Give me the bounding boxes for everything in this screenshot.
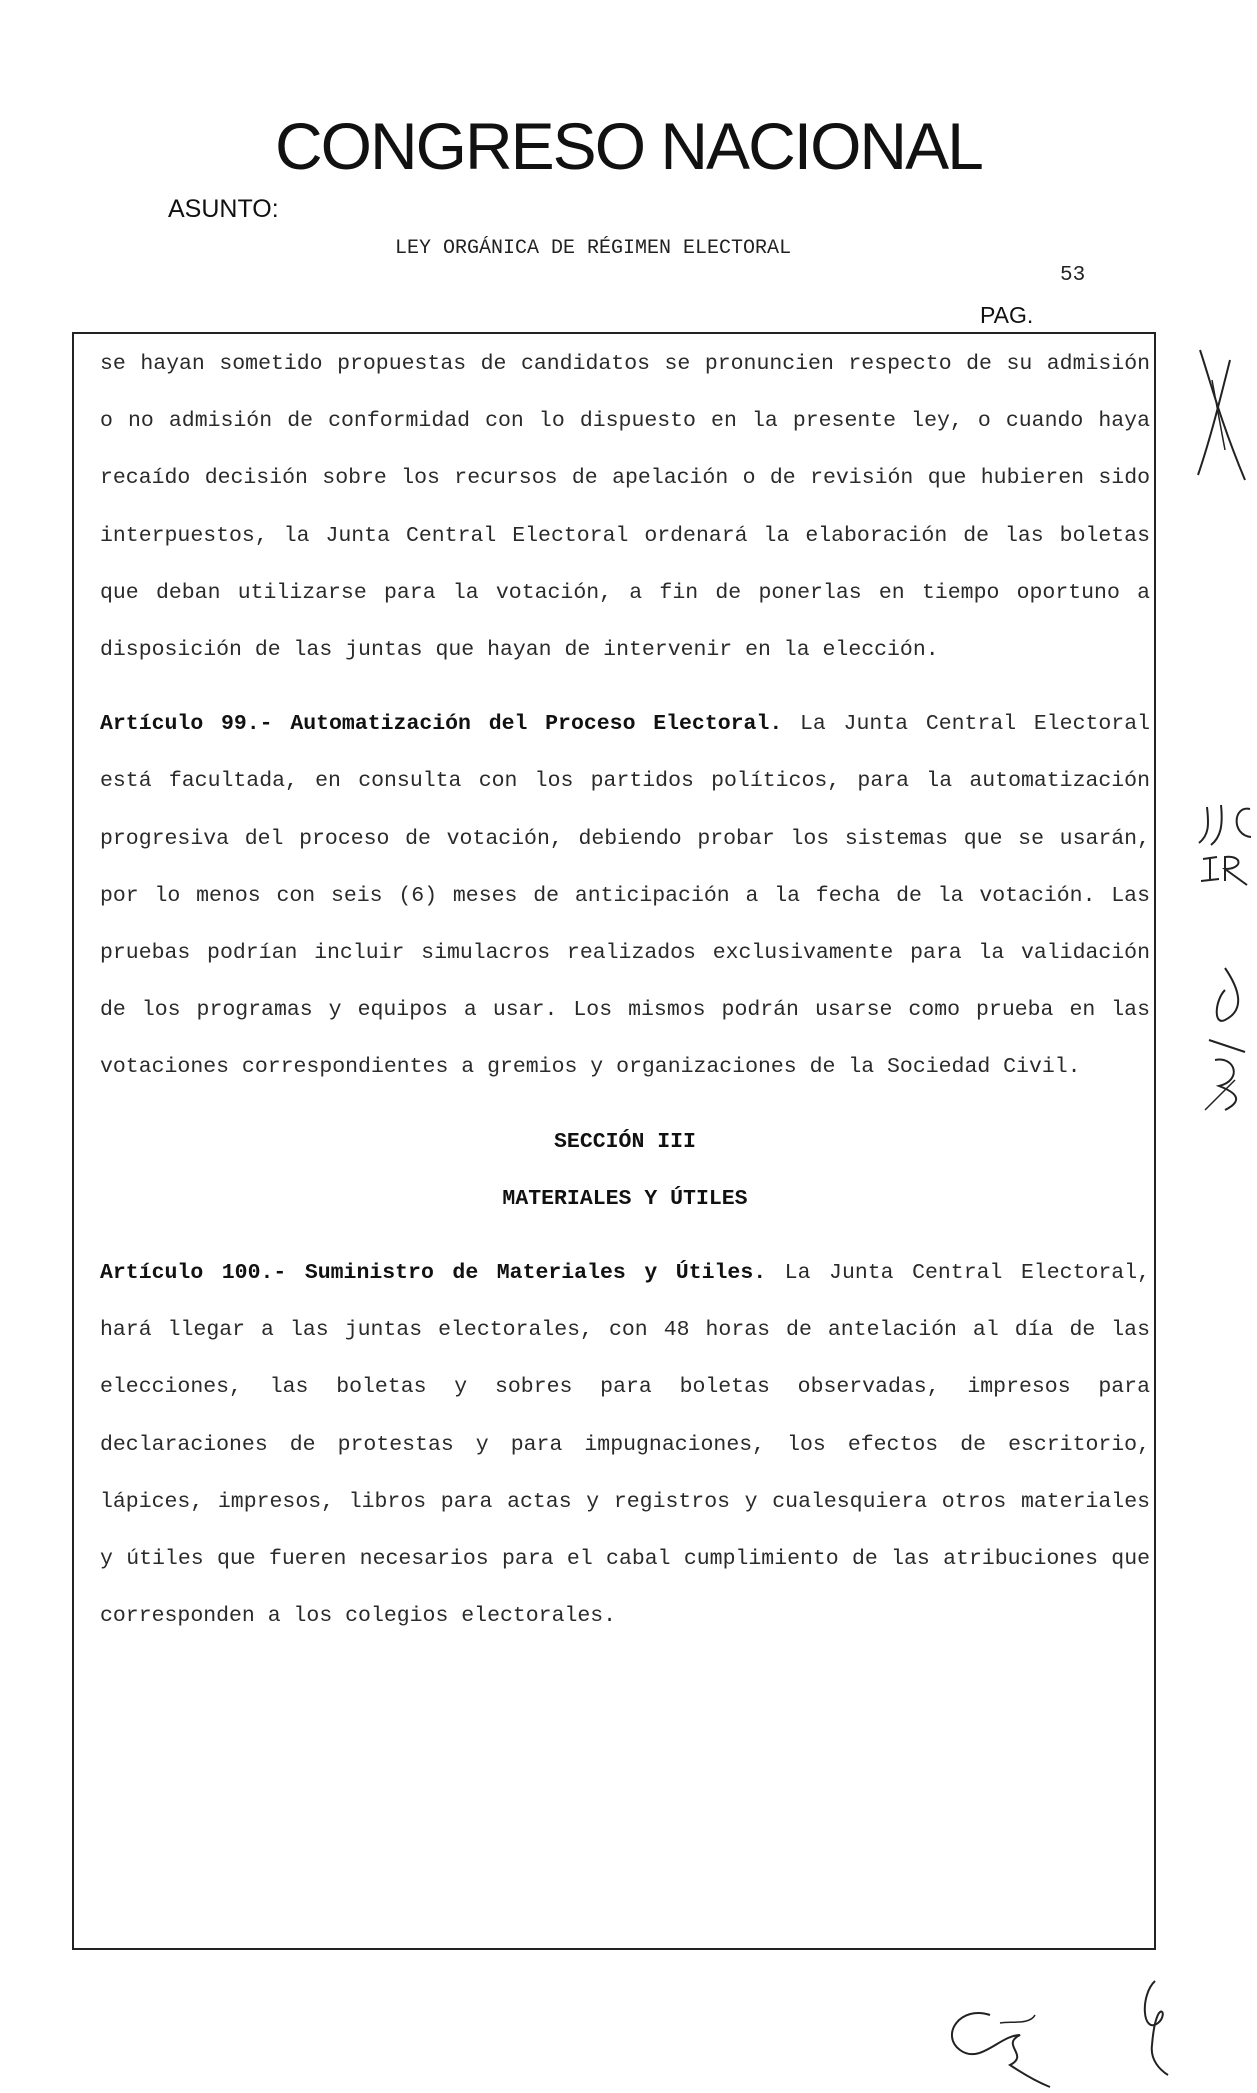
- pag-label: PAG.: [980, 302, 1034, 328]
- article-99: [100, 696, 1150, 1096]
- article-99-text: La Junta Central Electoral está facultada, en consulta con los partidos políticos, para la automatización progresiva del proceso de votación, debiendo probar los sistemas que se usarán, por lo menos con seis (6) meses de anticipación a la fecha de la votación. Las pruebas podrían incluir simulacros realizados exclusivamente para la validación de los programas y equipos a usar. Los mismos podrán usarse como prueba en las votaciones correspondientes a gremios y organizaciones de la Sociedad Civil.: [100, 712, 1150, 1080]
- handwritten-initials-jjc: [1195, 795, 1257, 905]
- section-subtitle: MATERIALES Y ÚTILES: [502, 1186, 748, 1211]
- handwritten-signature: [930, 1975, 1190, 2090]
- document-body: [100, 336, 1150, 1645]
- article-100-heading: Artículo 100.- Suministro de Materiales y Útiles.: [100, 1261, 767, 1286]
- page-number: 53: [1060, 264, 1086, 287]
- article-100: [100, 1245, 1150, 1645]
- asunto-label: ASUNTO:: [168, 195, 279, 223]
- document-title: CONGRESO NACIONAL: [275, 109, 982, 183]
- intro-paragraph: se hayan sometido propuestas de candidatos se pronuncien respecto de su admisión o no admisión de conformidad con lo dispuesto en la presente ley, o cuando haya recaído decisión sobre los recursos de apelación o de revisión que hubieren sido interpuestos, la Junta Central Electoral ordenará la elaboración de las boletas que deban utilizarse para la votación, a fin de ponerlas en tiempo oportuno a disposición de las juntas que hayan de intervenir en la elección.: [100, 352, 1150, 663]
- document-subject: LEY ORGÁNICA DE RÉGIMEN ELECTORAL: [395, 237, 792, 260]
- section-title: SECCIÓN III: [554, 1129, 696, 1154]
- handwritten-x-mark: [1190, 340, 1250, 490]
- article-100-text: La Junta Central Electoral, hará llegar a las juntas electorales, con 48 horas de antelación al día de las elecciones, las boletas y sobres para boletas observadas, impresos para declaraciones de protestas y para impugnaciones, los efectos de escritorio, lápices, impresos, libros para actas y registros y cualesquiera otros materiales y útiles que fueren necesarios para el cabal cumplimiento de las atribuciones que corresponden a los colegios electorales.: [100, 1261, 1150, 1629]
- handwritten-initials-vertical: [1195, 960, 1257, 1120]
- article-99-heading: Artículo 99.- Automatización del Proceso Electoral.: [100, 712, 783, 737]
